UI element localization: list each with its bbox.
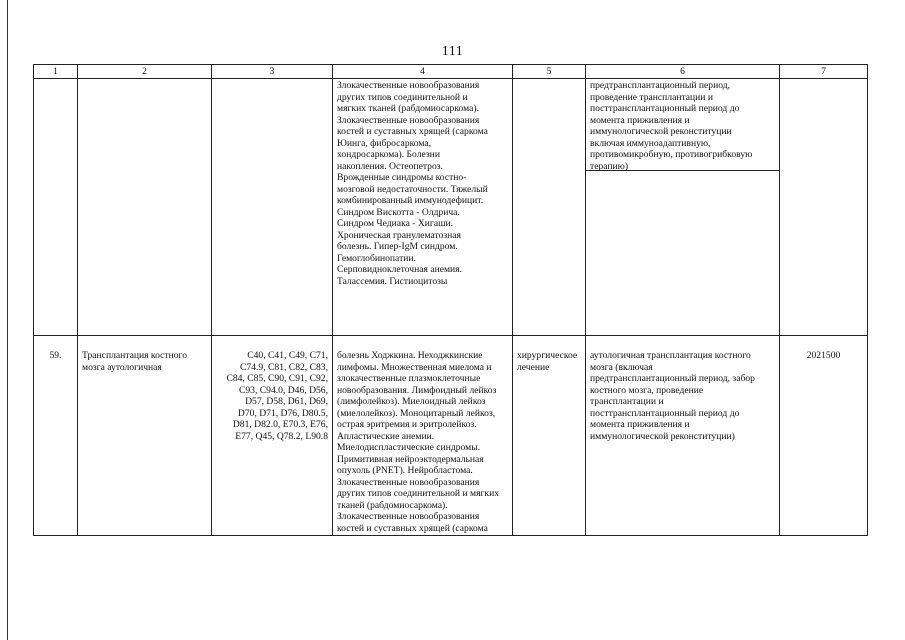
header-col-7: 7: [780, 65, 868, 79]
cell-treatment-type: [513, 79, 586, 336]
header-col-6: 6: [586, 65, 780, 79]
cell-cost: 2021500: [780, 336, 868, 536]
cell-method-text: предтрансплантационный период, проведение трансплантации и посттрансплантационный период до момента приживления и иммунологической реконституции включая иммуноадаптивную, противомикробную, противогрибковую терапию): [586, 80, 779, 171]
table-row-continued: [34, 79, 868, 336]
procedures-table: [33, 64, 868, 536]
cell-codes: C40, C41, C49, C71, C74.9, C81, C82, C83, C84, C85, C90, C91, C92, C93, C94.0, D46, D56, D57, D58, D61, D69, D70, D71, D76, D80.5, D81, D82.0, E70.3, E76, E77, Q45, Q78.2, L90.8: [212, 336, 333, 536]
cell-method: аутологичная трансплантация костного мозга (включая предтрансплантационный период, забор костного мозга, проведение трансплантации и посттрансплантационный период до момента приживления и иммунологической реконституции): [586, 336, 780, 536]
cell-name: [78, 79, 212, 336]
table-row-59: [34, 336, 868, 536]
cell-name: Трансплантация костного мозга аутологичная: [78, 336, 212, 536]
cell-number: [34, 79, 78, 336]
header-col-2: 2: [78, 65, 212, 79]
header-col-3: 3: [212, 65, 333, 79]
left-margin-rule: [7, 0, 8, 640]
cell-treatment-type: хирургическое лечение: [513, 336, 586, 536]
header-col-4: 4: [333, 65, 513, 79]
header-col-5: 5: [513, 65, 586, 79]
cell-method: [586, 79, 780, 336]
column-number-header: [34, 65, 868, 79]
cell-codes: [212, 79, 333, 336]
header-col-1: 1: [34, 65, 78, 79]
cell-diseases: болезнь Ходжкина. Неходжкинские лимфомы. Множественная миелома и злокачественные плазмоклеточные новообразования. Лимфоидный лейкоз (лимфолейкоз). Миелоидный лейкоз (миелолейкоз). Моноцитарный лейкоз, острая эритремия и эритролейкоз. Апластические анемии. Миелодиспластические синдромы. Примитивная нейроэктодермальная опухоль (PNET). Нейробластома. Злокачественные новообразования других типов соединительной и мягких тканей (рабдомиосаркома). Злокачественные новообразования костей и суставных хрящей (саркома: [333, 336, 513, 536]
cell-cost: [780, 79, 868, 336]
page-number: 111: [441, 44, 464, 59]
cell-diseases: Злокачественные новообразования других типов соединительной и мягких тканей (рабдомиосаркома). Злокачественные новообразования костей и суставных хрящей (саркома Юинга, фибросаркома, хондросаркома). Болезни накопления. Остеопетроз. Врожденные синдромы костно- мозговой недостаточности. Тяжелый комбинированный иммунодефицит. Синдром Вискотта - Олдрича. Синдром Чедиака - Хигаши. Хроническая гранулематозная болезнь. Гипер-IgM синдром. Гемоглобинопатии. Серповидноклеточная анемия. Талассемия. Гистиоцитозы: [333, 79, 513, 336]
cell-number: 59.: [34, 336, 78, 536]
